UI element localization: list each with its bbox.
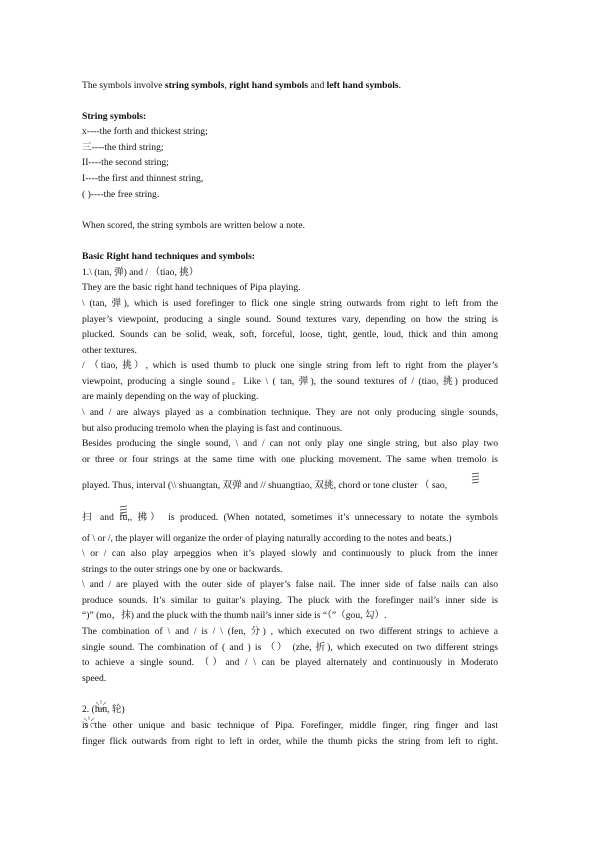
right-hand-heading: Basic Right hand techniques and symbols: <box>82 251 255 262</box>
body-line: \ and / are played with the outer side of player’s false nail. The inner side of false nails can also <box>82 579 498 590</box>
body-line: \ and / are always played as a combination technique. They are not only producing single sounds, <box>82 407 498 418</box>
intro-bold-left-hand: left hand symbols <box>326 80 399 91</box>
body-line: \ or / can also play arpeggios when it’s played slowly and continuously to pluck from the inner <box>82 548 498 559</box>
body-line: single sound. The combination of ( and ) is （） (zhe, 折), which executed on two different strings <box>82 642 498 653</box>
intro-bold-string-symbols: string symbols <box>164 80 225 91</box>
body-line: but also producing tremolo when the playing is fast and continuous. <box>82 423 343 434</box>
body-line: are mainly depending on the way of plucking. <box>82 391 259 402</box>
body-line: The combination of \ and / is / \ (fen, 分) , which executed on two different strings to achieve a <box>82 626 498 637</box>
body-line: plucked. Sounds can be solid, weak, soft, forceful, loose, tight, gentle, loud, thick and thin among <box>82 329 498 340</box>
body-line: They are the basic right hand techniques of Pipa playing. <box>82 282 301 293</box>
string-symbol-item: II----the second string; <box>82 157 169 168</box>
intro-separator: , <box>224 80 230 91</box>
body-line: speed. <box>82 673 107 684</box>
body-line: “)” (mo，抹) and the pluck with the thumb nail’s inner side is “（”（gou, 勾）. <box>82 610 387 621</box>
body-line: finger flick outwards from right to left in order, while the thumb picks the string from left to right. <box>82 736 498 747</box>
body-line: Besides producing the single sound, \ and / can not only play one single string, but also play two <box>82 438 498 449</box>
technique-1-title: 1.\ (tan, 弹) and / （tiao, 挑） <box>82 267 199 278</box>
body-line: to achieve a single sound. （）and / \ can be played alternately and continuously in Moderato <box>82 657 498 668</box>
string-symbol-item: x----the forth and thickest string; <box>82 126 208 137</box>
body-line: strings to the outer strings one by one or backwards. <box>82 564 283 575</box>
body-line: or three or four strings at the same time with one plucking movement. The same when tremolo is <box>82 454 498 465</box>
string-symbols-note: When scored, the string symbols are written below a note. <box>82 220 305 231</box>
sao-symbol-icon <box>470 472 482 488</box>
body-line: is the other unique and basic technique of Pipa. Forefinger, middle finger, ring finger and last <box>82 720 498 731</box>
body-line: player’s viewpoint, producing a single sound. Sound textures vary, depending on how the string is <box>82 314 498 325</box>
string-symbol-item: ( )----the free string. <box>82 189 160 200</box>
body-line: other textures. <box>82 345 137 356</box>
intro-text: The symbols involve <box>82 80 165 91</box>
body-line: viewpoint, producing a single sound。Like \ ( tan, 弹), the sound textures of / (tiao, 挑) produced <box>82 376 498 387</box>
body-line: of \ or /, the player will organize the order of playing naturally according to the notes and beats.) <box>82 533 452 544</box>
intro-separator: and <box>308 80 327 91</box>
string-symbol-item: 三----the third string; <box>82 142 164 153</box>
lun-symbol-icon <box>82 715 96 731</box>
string-symbols-heading: String symbols: <box>82 111 147 122</box>
sao-line: 扫 and fu,, 拂） is produced. (When notated, sometimes it’s unnecessary to notate the symbols <box>82 512 498 523</box>
string-symbol-item: I----the first and thinnest string, <box>82 173 204 184</box>
body-line: / （tiao, 挑）, which is used thumb to pluck one single string from left to right from the player’s <box>82 360 498 371</box>
fu-symbol-icon <box>118 505 130 521</box>
body-line: produce sounds. It’s similar to guitar’s playing. The pluck with the forefinger nail’s inner side is <box>82 595 498 606</box>
body-line: \ (tan, 弹), which is used forefinger to flick one single string outwards from right to left from the <box>82 298 498 309</box>
played-line: played. Thus, interval (\\ shuangtan, 双弹 and // shuangtiao, 双挑, chord or tone cluster （ sao, <box>82 480 448 491</box>
lun-symbol-icon <box>94 699 108 715</box>
intro-bold-right-hand: right hand symbols <box>229 80 309 91</box>
technique-2-title: 2. (lun, 轮) <box>82 704 125 715</box>
intro-paragraph <box>82 80 401 92</box>
intro-period: . <box>398 80 402 91</box>
